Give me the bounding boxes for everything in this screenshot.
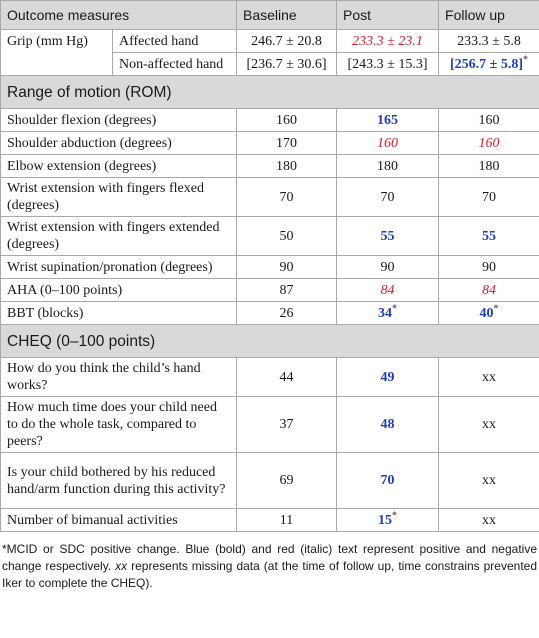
value-text: 11 <box>279 512 294 528</box>
cell-post <box>337 217 439 256</box>
cell-baseline <box>237 509 337 532</box>
cheq-rows <box>1 358 539 532</box>
table-row <box>1 155 539 178</box>
cell-post <box>337 155 439 178</box>
mcid-mark: * <box>493 302 499 314</box>
mcid-mark: * <box>392 509 398 521</box>
value-text: xx <box>482 369 497 385</box>
cell-follow <box>439 302 539 325</box>
table-row <box>1 279 539 302</box>
grip-label: Grip (mm Hg) <box>1 30 113 76</box>
value-text: 160 <box>478 112 500 128</box>
table-row <box>1 358 539 397</box>
row-label: Wrist supination/pronation (degrees) <box>1 256 237 279</box>
cell-follow <box>439 397 539 453</box>
cell-baseline <box>237 397 337 453</box>
cell-baseline: [236.7 ± 30.6] <box>237 53 337 76</box>
row-label: BBT (blocks) <box>1 302 237 325</box>
value-text: 165 <box>377 112 399 128</box>
cell-follow <box>439 509 539 532</box>
header-baseline: Baseline <box>237 1 337 30</box>
value-text: 180 <box>377 158 399 174</box>
cell-post <box>337 509 439 532</box>
value-text: 49 <box>380 369 395 385</box>
cell-post <box>337 397 439 453</box>
table-row <box>1 178 539 217</box>
header-outcome: Outcome measures <box>1 1 237 30</box>
footnote-line2: represents missing data (at the time of follow up, time constrains prevented Iker to complete the CHEQ). <box>2 559 538 590</box>
cell-follow <box>439 178 539 217</box>
cell-baseline <box>237 109 337 132</box>
cell-baseline <box>237 358 337 397</box>
cell-post <box>337 453 439 509</box>
cell-post <box>337 132 439 155</box>
row-label: Wrist extension with fingers flexed (degrees) <box>1 178 237 217</box>
row-label: How do you think the child’s hand works? <box>1 358 237 397</box>
table-row <box>1 109 539 132</box>
header-follow: Follow up <box>439 1 539 30</box>
cell-post: [243.3 ± 15.3] <box>337 53 439 76</box>
row-label: Is your child bothered by his reduced hand/arm function during this activity? <box>1 453 237 509</box>
row-label: AHA (0–100 points) <box>1 279 237 302</box>
value-text: 180 <box>276 158 298 174</box>
table-row <box>1 509 539 532</box>
cell-baseline <box>237 217 337 256</box>
cell-follow <box>439 132 539 155</box>
value-text: xx <box>482 512 497 528</box>
table-header-row <box>1 1 539 30</box>
table-row <box>1 30 539 53</box>
value-text: 70 <box>380 473 395 488</box>
mcid-mark: * <box>392 302 398 314</box>
value-text: 90 <box>380 259 395 275</box>
table-row <box>1 397 539 453</box>
row-label: Shoulder flexion (degrees) <box>1 109 237 132</box>
table-row <box>1 453 539 509</box>
section-title-cheq: CHEQ (0–100 points) <box>1 325 539 358</box>
row-label: Elbow extension (degrees) <box>1 155 237 178</box>
cell-post <box>337 178 439 217</box>
cell-follow: 233.3 ± 5.8 <box>439 30 539 53</box>
cell-baseline <box>237 132 337 155</box>
cell-baseline <box>237 302 337 325</box>
mcid-mark: * <box>523 53 529 65</box>
table-row <box>1 302 539 325</box>
value-text: 69 <box>279 473 294 488</box>
cell-post <box>337 358 439 397</box>
cell-follow <box>439 453 539 509</box>
value-text: 87 <box>279 282 294 298</box>
value-text: 160 <box>377 135 399 151</box>
value-text: 34 <box>378 305 393 321</box>
value-text: 84 <box>380 282 395 298</box>
grip-affected-label: Affected hand <box>113 30 237 53</box>
value-text: xx <box>482 473 497 488</box>
cell-follow <box>439 279 539 302</box>
value-text: 70 <box>482 189 497 205</box>
footnote <box>0 532 539 592</box>
cell-baseline <box>237 178 337 217</box>
table-row <box>1 132 539 155</box>
section-title-rom: Range of motion (ROM) <box>1 76 539 109</box>
value-text: 84 <box>482 282 497 298</box>
cell-baseline <box>237 453 337 509</box>
value-text: 26 <box>279 305 294 321</box>
value-text: 15 <box>378 512 393 528</box>
value-text: 48 <box>380 417 395 432</box>
cell-baseline <box>237 256 337 279</box>
value-text: 37 <box>279 417 294 432</box>
value-text: 44 <box>279 369 294 385</box>
value-text: 55 <box>380 228 395 244</box>
value-text: [256.7 ± 5.8] <box>450 56 524 72</box>
cell-follow <box>439 256 539 279</box>
cell-post <box>337 279 439 302</box>
cell-post <box>337 302 439 325</box>
value-text: 70 <box>279 189 294 205</box>
section-row <box>1 76 539 109</box>
cell-baseline: 246.7 ± 20.8 <box>237 30 337 53</box>
value-text: 170 <box>276 135 298 151</box>
value-text: 40 <box>479 305 494 321</box>
value-text: 55 <box>482 228 497 244</box>
value-text: xx <box>482 417 497 432</box>
cell-follow <box>439 217 539 256</box>
table-row <box>1 256 539 279</box>
cell-follow <box>439 109 539 132</box>
cell-post: 233.3 ± 23.1 <box>337 30 439 53</box>
value-text: 180 <box>478 158 500 174</box>
cell-post <box>337 109 439 132</box>
rom-rows <box>1 109 539 325</box>
cell-baseline <box>237 279 337 302</box>
cell-follow <box>439 53 539 76</box>
cell-baseline <box>237 155 337 178</box>
value-text: 160 <box>478 135 500 151</box>
row-label: Shoulder abduction (degrees) <box>1 132 237 155</box>
section-row <box>1 325 539 358</box>
table-row <box>1 217 539 256</box>
cell-follow <box>439 358 539 397</box>
header-post: Post <box>337 1 439 30</box>
value-text: 90 <box>279 259 294 275</box>
value-text: 160 <box>276 112 298 128</box>
value-text: 70 <box>380 189 395 205</box>
value-text: 50 <box>279 228 294 244</box>
footnote-xx: xx <box>115 559 128 573</box>
value-text: 90 <box>482 259 497 275</box>
footnote-line1: *MCID or SDC positive change. Blue (bold) and red (italic) text represent positive and negative change respectively. <box>2 542 537 573</box>
row-label: How much time does your child need to do the whole task, compared to peers? <box>1 397 237 453</box>
row-label: Number of bimanual activities <box>1 509 237 532</box>
row-label: Wrist extension with fingers extended (degrees) <box>1 217 237 256</box>
cell-follow <box>439 155 539 178</box>
grip-nonaffected-label: Non-affected hand <box>113 53 237 76</box>
cell-post <box>337 256 439 279</box>
